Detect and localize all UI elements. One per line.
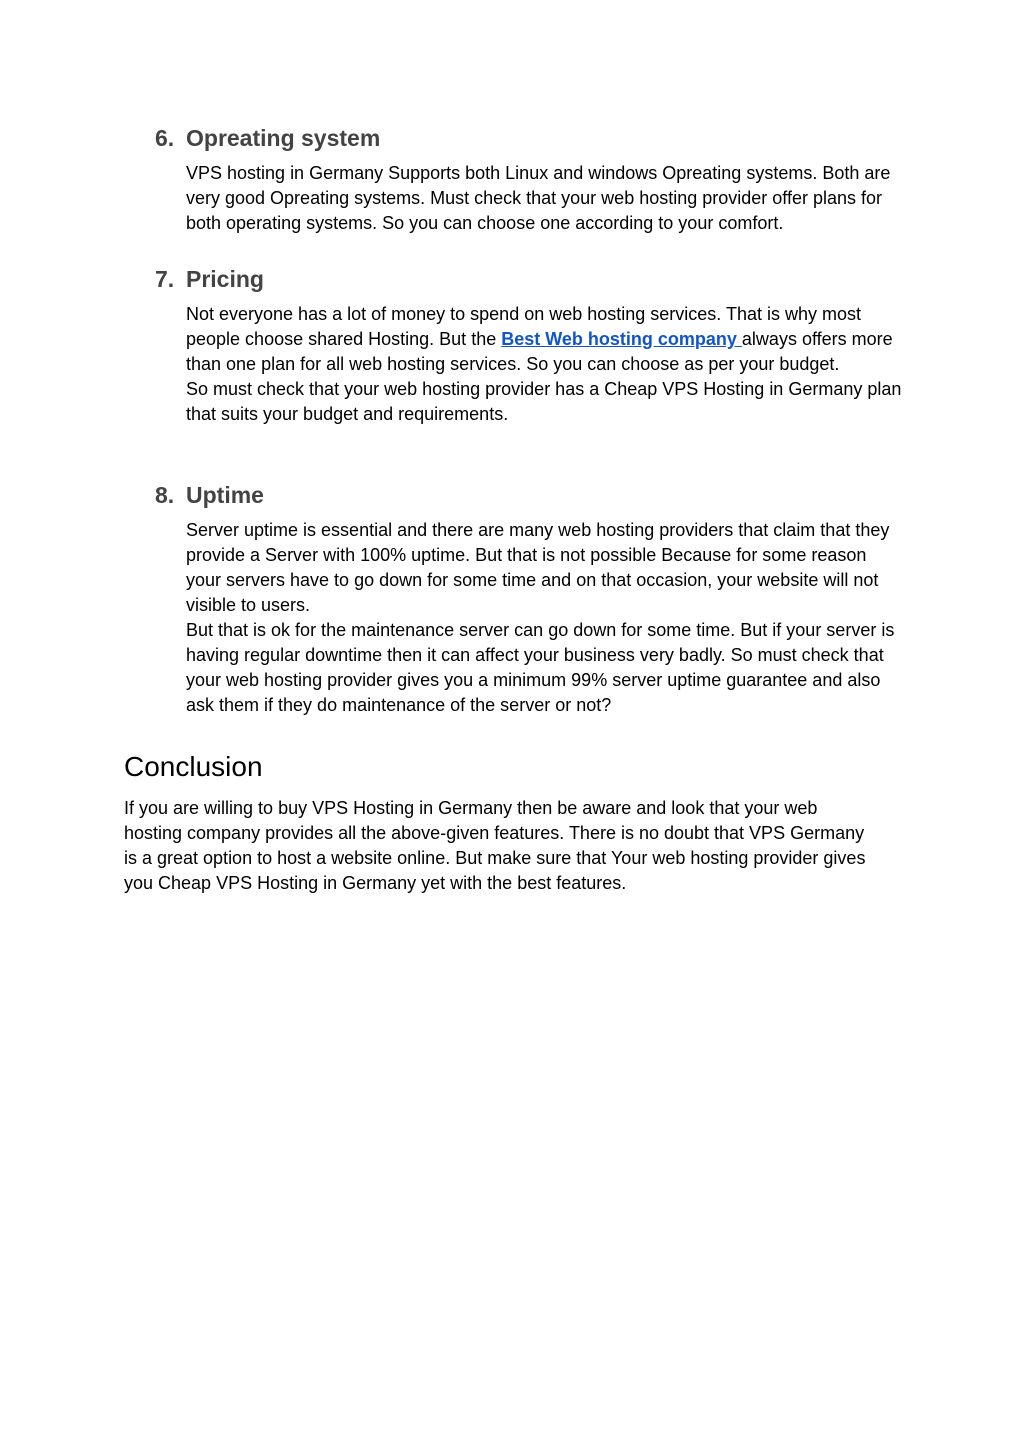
section-number: 7. (155, 266, 175, 292)
section-title: Opreating system (186, 125, 381, 151)
section-body (186, 518, 906, 718)
section-paragraph: Server uptime is essential and there are many web hosting providers that claim that they provide a Server with 100% uptime. But that is not possible Because for some reason your servers have to go down for some time and on that occasion, your website will not visible to users. (186, 520, 890, 615)
section-paragraph: But that is ok for the maintenance server can go down for some time. But if your server is having regular downtime then it can affect your business very badly. So must check that your web hosting provider gives you a minimum 99% server uptime guarantee and also ask them if they do maintenance of the server or not? (186, 620, 895, 715)
paragraph-text: Not everyone has a lot of money to spend on web hosting services. That is why most people choose shared Hosting. But the (186, 304, 862, 349)
section-paragraph: VPS hosting in Germany Supports both Linux and windows Opreating systems. Both are very good Opreating systems. Must check that your web hosting provider offer plans for both operating systems. So you can choose one according to your comfort. (186, 163, 891, 233)
section-body (186, 302, 906, 427)
section-number: 6. (155, 125, 175, 151)
section-number: 8. (155, 482, 175, 508)
section-title: Pricing (186, 266, 264, 292)
section-body (186, 161, 906, 236)
section-paragraph: So must check that your web hosting provider has a Cheap VPS Hosting in Germany plan that suits your budget and requirements. (186, 379, 902, 424)
paragraph-text: always offers more than one plan for all web hosting services. So you can choose as per your budget. (186, 329, 893, 374)
best-web-hosting-link[interactable]: Best Web hosting company (501, 329, 742, 349)
conclusion-paragraph: If you are willing to buy VPS Hosting in Germany then be aware and look that your web hosting company provides all the above-given features. There is no doubt that VPS Germany is a great option to host a website online. But make sure that Your web hosting provider gives you Cheap VPS Hosting in Germany yet with the best features. (124, 798, 866, 893)
section-paragraph (186, 302, 906, 377)
section-title: Uptime (186, 482, 264, 508)
conclusion-heading: Conclusion (124, 751, 263, 782)
